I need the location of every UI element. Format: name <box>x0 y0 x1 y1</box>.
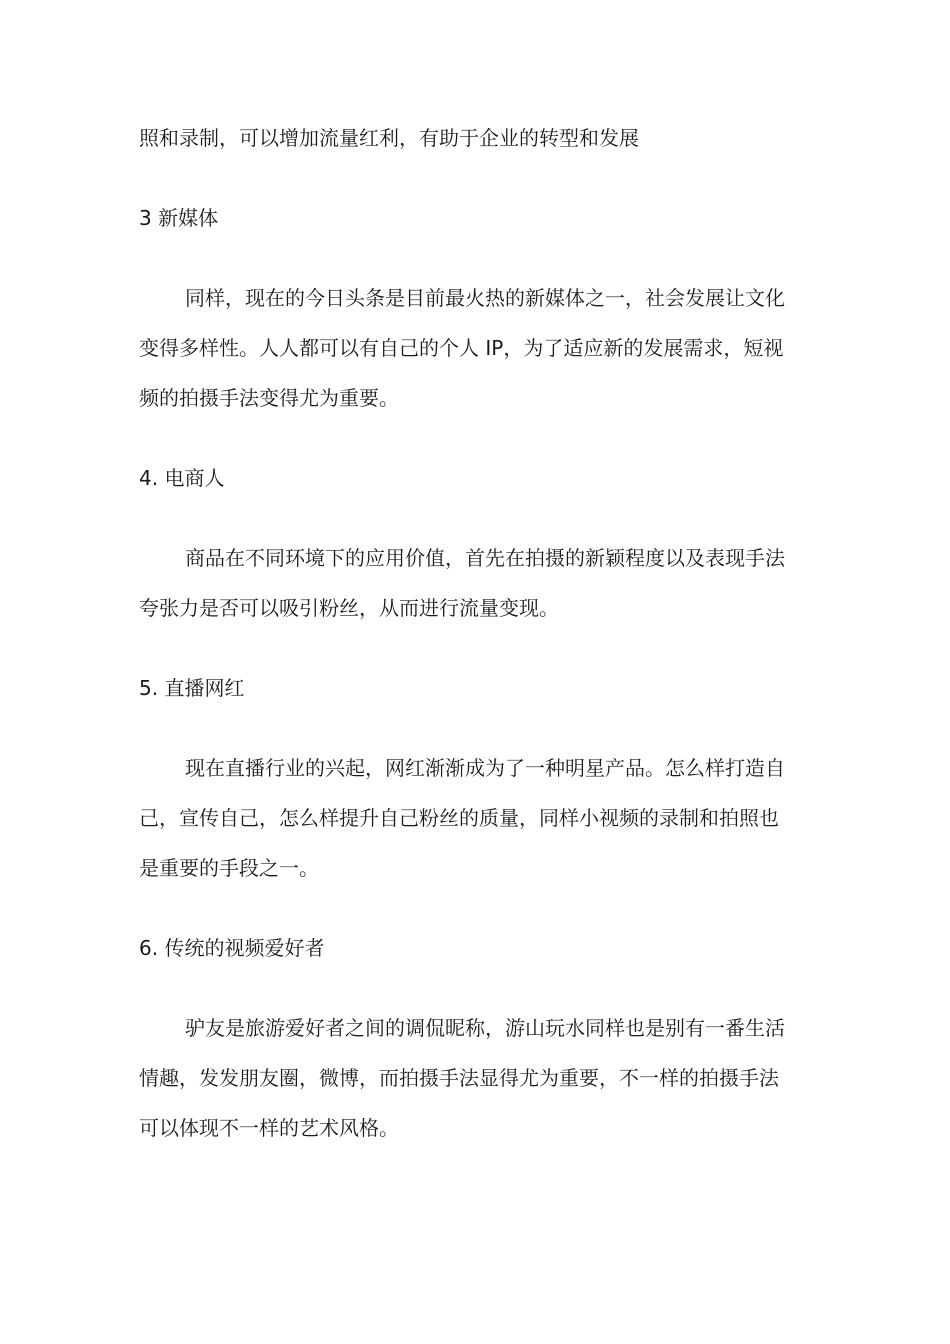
document-body <box>139 113 829 1153</box>
section-heading-video-enthusiasts: 6. 传统的视频爱好者 <box>139 936 325 960</box>
paragraph-line: 己，宣传自己，怎么样提升自己粉丝的质量，同样小视频的录制和拍照也 <box>139 806 779 830</box>
section-heading-live-streaming: 5. 直播网红 <box>139 676 245 700</box>
paragraph-line: 现在直播行业的兴起，网红渐渐成为了一种明星产品。怎么样打造自 <box>185 756 785 780</box>
intro-tail-line: 照和录制，可以增加流量红利，有助于企业的转型和发展 <box>139 126 639 150</box>
section-heading-new-media: 3 新媒体 <box>139 206 219 230</box>
paragraph-line: 是重要的手段之一。 <box>139 856 319 880</box>
paragraph-line: 商品在不同环境下的应用价值，首先在拍摄的新颖程度以及表现手法 <box>185 546 785 570</box>
paragraph-line: 情趣，发发朋友圈，微博，而拍摄手法显得尤为重要，不一样的拍摄手法 <box>139 1066 779 1090</box>
paragraph-line: 同样，现在的今日头条是目前最火热的新媒体之一，社会发展让文化 <box>185 286 785 310</box>
section-heading-ecommerce: 4. 电商人 <box>139 466 225 490</box>
paragraph-line: 变得多样性。人人都可以有自己的个人 IP，为了适应新的发展需求，短视 <box>139 336 784 360</box>
paragraph-line: 驴友是旅游爱好者之间的调侃昵称，游山玩水同样也是别有一番生活 <box>185 1016 785 1040</box>
paragraph-line: 可以体现不一样的艺术风格。 <box>139 1116 399 1140</box>
paragraph-line: 频的拍摄手法变得尤为重要。 <box>139 386 399 410</box>
paragraph-line: 夸张力是否可以吸引粉丝，从而进行流量变现。 <box>139 596 559 620</box>
